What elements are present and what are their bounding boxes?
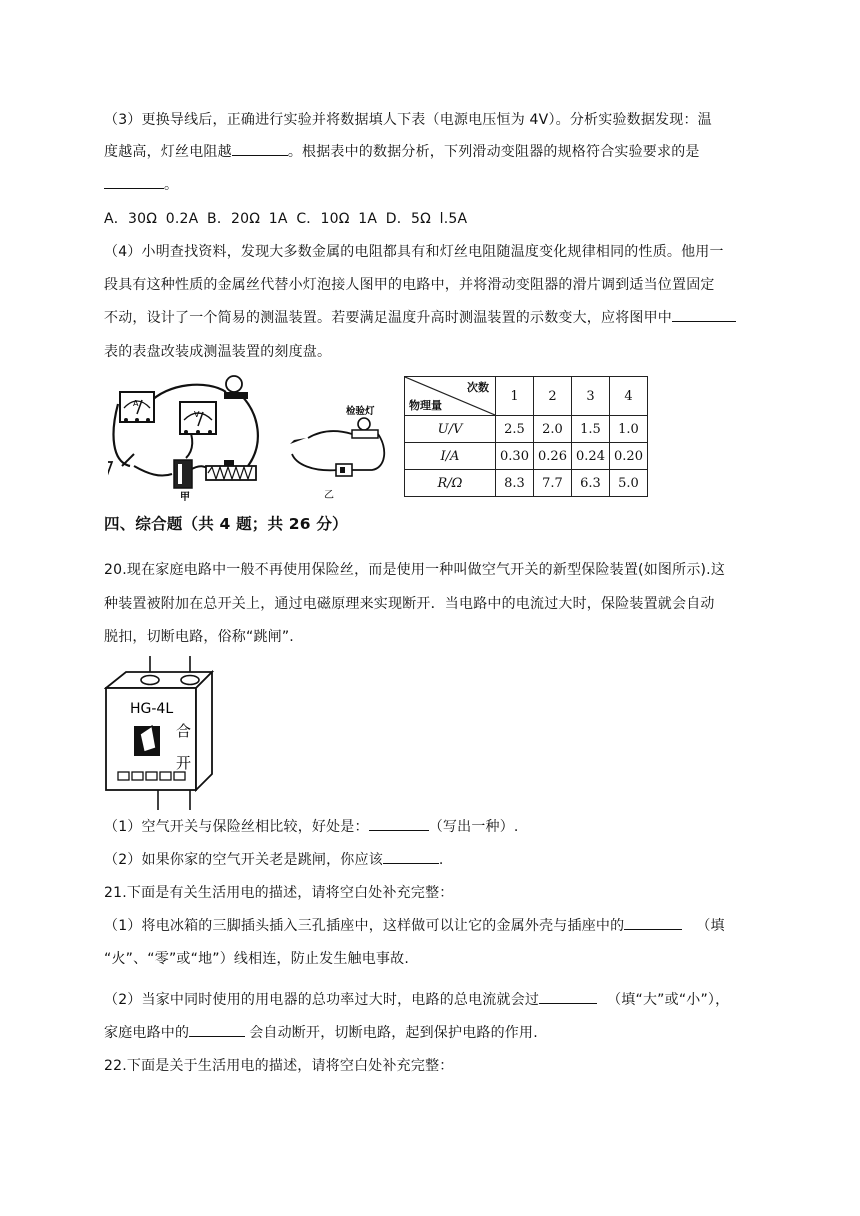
answer-blank[interactable] (104, 171, 164, 189)
battery-icon (174, 460, 192, 488)
table-col-header: 1 (496, 377, 534, 416)
answer-blank[interactable] (624, 912, 682, 930)
q22-intro (104, 1051, 760, 1082)
data-table-container (404, 376, 648, 497)
device-on-label: 合 (176, 722, 192, 740)
q20-sub1-text-a: （1）空气开关与保险丝相比较，好处是： (104, 819, 369, 835)
answer-blank[interactable] (672, 304, 736, 322)
row-label: U/V (405, 416, 496, 443)
q20-sub2-text-a: （2）如果你家的空气开关老是跳闸，你应该 (104, 852, 383, 868)
row-label: R/Ω (405, 470, 496, 497)
table-corner-cell (405, 377, 496, 416)
q21-sub2-line1 (104, 985, 760, 1016)
device-model: HG-4L (130, 701, 174, 717)
q19-part3-line1 (104, 105, 760, 136)
table-cell: 0.26 (534, 443, 572, 470)
q21-sub2-text-b: （填“大”或“小”）， (607, 992, 730, 1008)
test-lamp-icon (358, 418, 370, 430)
q20-sub1 (104, 812, 760, 843)
table-row (405, 443, 648, 470)
table-cell: 0.24 (572, 443, 610, 470)
answer-blank[interactable] (369, 813, 429, 831)
q21-sub2-text-c: 家庭电路中的 (104, 1025, 190, 1041)
q19-part4-line3 (104, 303, 760, 334)
q19-part4-text-c: 不动，设计了一个简易的测温装置。若要满足温度升高时测温装置的示数变大，应将图甲中 (104, 310, 672, 326)
q21-sub1-line2 (104, 944, 760, 975)
meter-label-a: A (133, 399, 139, 408)
test-lamp-label: 检验灯 (346, 406, 375, 417)
clip-icon (290, 438, 306, 444)
terminal-icon (181, 676, 199, 685)
q19-part4-line1 (104, 237, 760, 268)
q22-intro-text: 22.下面是关于生活用电的描述，请将空白处补充完整： (104, 1058, 454, 1074)
q19-part4-text-b: 段具有这种性质的金属丝代替小灯泡接人图甲的电路中，并将滑动变阻器的滑片调到适当位置固定 (104, 277, 715, 293)
terminal-icon (141, 676, 159, 685)
q19-options (104, 204, 760, 235)
q21-sub1-line1 (104, 911, 760, 942)
circuit-figure-jia (108, 374, 268, 502)
header-quantity: 物理量 (409, 399, 442, 412)
q19-part3-text: （3）更换导线后，正确进行实验并将数据填人下表（电源电压恒为 4V）。分析实验数据发现：温 (104, 112, 712, 128)
header-count: 次数 (467, 381, 489, 394)
q21-sub1-text-b: （填 (696, 918, 725, 934)
q20-intro-c: 脱扣，切断电路，俗称“跳闸”. (104, 629, 294, 645)
q21-intro (104, 878, 760, 909)
q20-line3 (104, 622, 760, 653)
lamp-icon (226, 376, 242, 392)
q21-intro-text: 21.下面是有关生活用电的描述，请将空白处补充完整： (104, 885, 454, 901)
q21-sub1-text-a: （1）将电冰箱的三脚插头插入三孔插座中，这样做可以让它的金属外壳与插座中的 (104, 918, 625, 934)
row-label: I/A (405, 443, 496, 470)
table-cell: 2.0 (534, 416, 572, 443)
table-row (405, 470, 648, 497)
table-cell: 0.30 (496, 443, 534, 470)
figure-label-jia: 甲 (180, 492, 190, 502)
table-header-row (405, 377, 648, 416)
table-cell: 8.3 (496, 470, 534, 497)
table-cell: 2.5 (496, 416, 534, 443)
q19-part3-line3 (104, 170, 760, 201)
q21-sub2-text-d: 会自动断开，切断电路，起到保护电路的作用. (249, 1025, 538, 1041)
data-table (404, 376, 648, 497)
table-col-header: 4 (610, 377, 648, 416)
table-cell: 1.5 (572, 416, 610, 443)
circuit-figure-yi (282, 398, 392, 504)
q20-line2 (104, 589, 760, 620)
table-row (405, 416, 648, 443)
table-cell: 0.20 (610, 443, 648, 470)
switch-icon (108, 462, 112, 476)
q19-part3-line2 (104, 137, 760, 168)
answer-blank[interactable] (232, 138, 288, 156)
q19-part3-end: 。 (164, 177, 179, 193)
q19-part3-text-c: 。根据表中的数据分析，下列滑动变阻器的规格符合实验要求的是 (287, 144, 700, 160)
q21-sub2-text-a: （2）当家中同时使用的用电器的总功率过大时，电路的总电流就会过 (104, 992, 540, 1008)
meter-label-v: V (194, 410, 200, 419)
table-cell: 5.0 (610, 470, 648, 497)
q19-part3-text-b: 度越高，灯丝电阻越 (104, 144, 232, 160)
table-col-header: 3 (572, 377, 610, 416)
section-title: 四、综合题（共 4 题；共 26 分） (104, 515, 348, 533)
q19-part4-line4 (104, 337, 760, 368)
q20-sub1-text-b: （写出一种）. (428, 819, 519, 835)
air-switch-figure (104, 656, 216, 810)
q19-part4-text-d: 表的表盘改装成测温装置的刻度盘。 (104, 344, 332, 360)
q20-line1 (104, 555, 760, 586)
q21-sub2-line2 (104, 1018, 760, 1049)
figure-label-yi: 乙 (324, 490, 334, 501)
q20-intro-a: 20.现在家庭电路中一般不再使用保险丝，而是使用一种叫做空气开关的新型保险装置(如图所示).这 (104, 562, 726, 578)
q20-sub2-text-b: . (438, 852, 444, 868)
q19-options-text: A．30Ω 0.2A B．20Ω 1A C．10Ω 1A D．5Ω l.5A (104, 211, 468, 227)
section-heading (104, 509, 760, 540)
q20-intro-b: 种装置被附加在总开关上，通过电磁原理来实现断开．当电路中的电流过大时，保险装置就会自动 (104, 596, 715, 612)
q19-part4-line2 (104, 270, 760, 301)
answer-blank[interactable] (189, 1019, 245, 1037)
device-off-label: 开 (176, 754, 192, 772)
table-cell: 1.0 (610, 416, 648, 443)
answer-blank[interactable] (383, 846, 439, 864)
table-col-header: 2 (534, 377, 572, 416)
q21-sub1-text-c: “火”、“零”或“地”）线相连，防止发生触电事故. (104, 951, 409, 967)
answer-blank[interactable] (539, 986, 597, 1004)
q20-sub2 (104, 845, 760, 876)
table-cell: 7.7 (534, 470, 572, 497)
q19-part4-text-a: （4）小明查找资料，发现大多数金属的电阻都具有和灯丝电阻随温度变化规律相同的性质。他用一 (104, 244, 724, 260)
table-cell: 6.3 (572, 470, 610, 497)
